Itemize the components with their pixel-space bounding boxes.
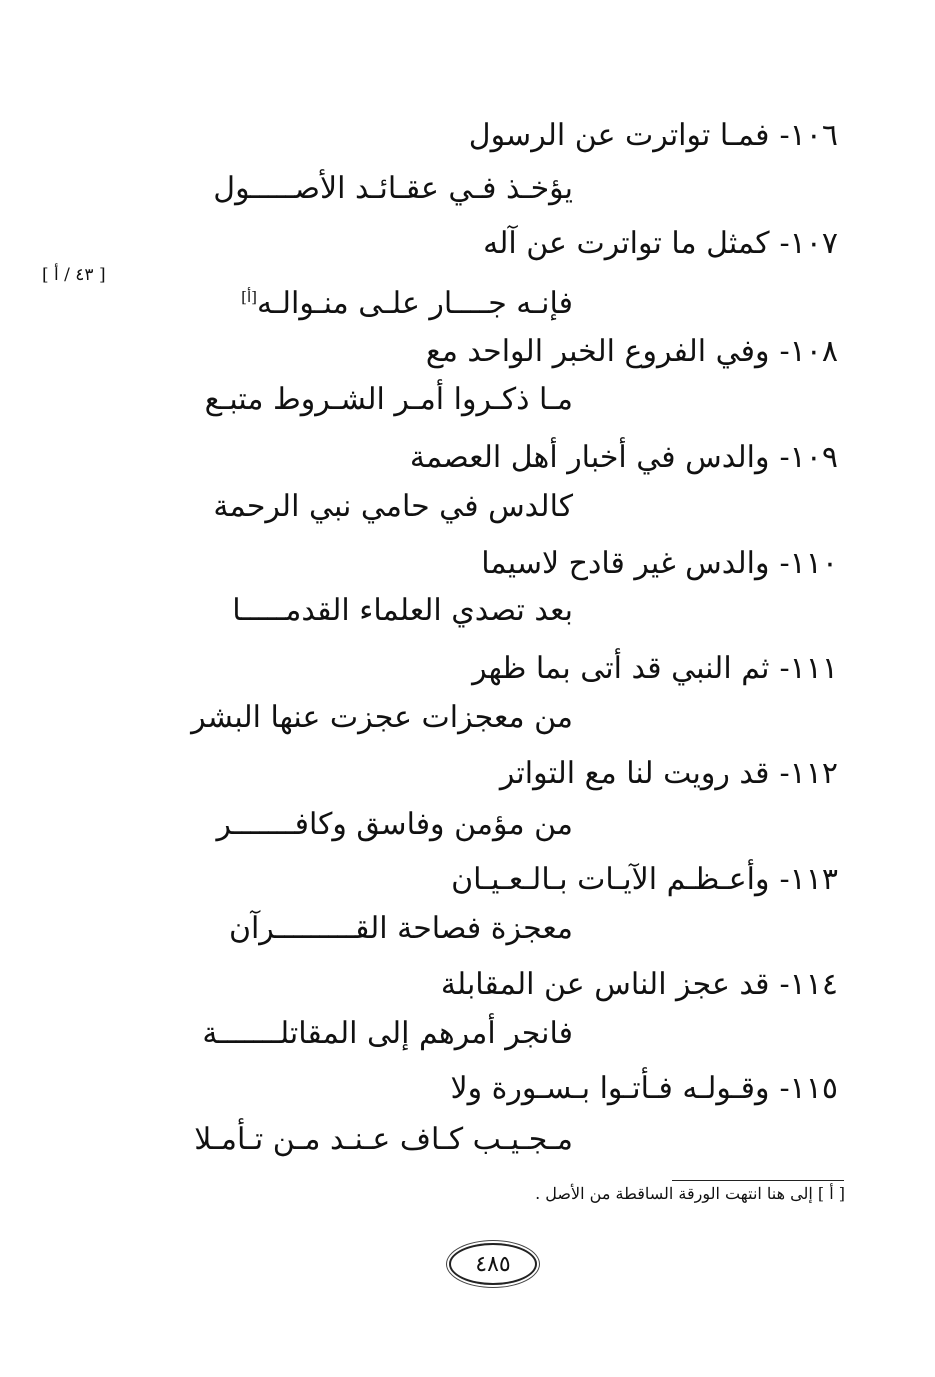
verse-113-line-2: معجزة فصاحة القـــــــــرآن bbox=[228, 911, 573, 946]
footnote: [ أ ] إلى هنا انتهت الورقة الساقطة من الأصل . bbox=[535, 1184, 845, 1203]
page-number: ٤٨٥ bbox=[449, 1243, 537, 1285]
verse-112-line-2: من مؤمن وفاسق وكافـــــــر bbox=[216, 807, 573, 842]
verse-113-line-1: ١١٣-وأعـظـم الآيـات بـالـعـيـان bbox=[451, 862, 838, 897]
verse-110-line-2: بعد تصدي العلماء القدمـــــا bbox=[232, 593, 573, 628]
verse-110-line-1: ١١٠-والدس غير قادح لاسيما bbox=[481, 546, 838, 581]
verse-115-line-2: مـجـيـب كـاف عـنـد مـن تـأمـلا bbox=[194, 1122, 573, 1157]
verse-112-line-1: ١١٢-قد رويت لنا مع التواتر bbox=[499, 756, 838, 791]
verse-108-line-2: مـا ذكـروا أمـر الشـروط متبـع bbox=[204, 382, 573, 417]
margin-folio-reference: [ ٤٣ / أ ] bbox=[42, 265, 106, 285]
verse-106-line-1: ١٠٦-فمـا تواترت عن الرسول bbox=[468, 118, 838, 153]
verse-108-line-1: ١٠٨-وفي الفروع الخبر الواحد مع bbox=[425, 334, 838, 369]
verse-111-line-2: من معجزات عجزت عنها البشر bbox=[191, 700, 573, 735]
verse-106-line-2: يؤخـذ فـي عقـائـد الأصـــــول bbox=[213, 171, 573, 206]
verse-109-line-2: كالدس في حامي نبي الرحمة bbox=[213, 489, 573, 524]
footnote-marker: [أ] bbox=[241, 288, 257, 306]
verse-114-line-2: فانجر أمرهم إلى المقاتلـــــــة bbox=[202, 1016, 573, 1051]
verse-115-line-1: ١١٥-وقـولـه فـأتـوا بـسـورة ولا bbox=[450, 1071, 838, 1106]
footnote-divider bbox=[672, 1180, 844, 1181]
verse-111-line-1: ١١١-ثم النبي قد أتى بما ظهر bbox=[472, 651, 838, 686]
verse-107-line-2: فإنـه جــــار علـى منـوالـه[أ] bbox=[241, 286, 573, 321]
verse-114-line-1: ١١٤-قد عجز الناس عن المقابلة bbox=[440, 967, 838, 1002]
verse-109-line-1: ١٠٩-والدس في أخبار أهل العصمة bbox=[409, 440, 838, 475]
verse-107-line-1: ١٠٧-كمثل ما تواترت عن آله bbox=[483, 226, 838, 261]
